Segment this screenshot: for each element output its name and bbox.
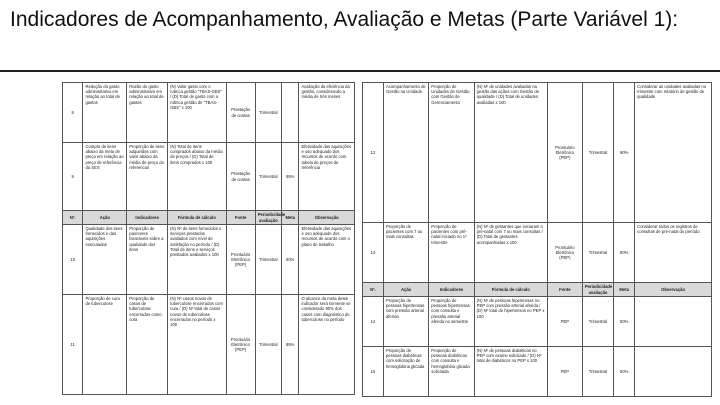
table-row xyxy=(63,225,355,295)
row-formula: (N) Valor gasto com o rubrica gestão "TBAS-GBS" / (D) Total de gasto com a rubrica gestão de "TBAS-GBS" x 100 xyxy=(168,83,226,143)
row-periodicity: Trimestral xyxy=(255,83,281,143)
row-formula: (N) Total de itens comprados abaixo da média de preços / (D) Total de itens comprados x 100 xyxy=(168,143,226,211)
row-target: 90% xyxy=(281,225,299,295)
row-source: Prestação de contas xyxy=(226,83,255,143)
slide-title: Indicadores de Acompanhamento, Avaliação e Metas (Parte Variável 1): xyxy=(10,8,679,31)
header-formula: Fórmula de cálculo xyxy=(474,283,547,297)
row-formula: (N) Nº de unidades avaliadas na gestão das ações com Gestão de qualidade / (D) Total de unidades avaliadas x 100 xyxy=(474,83,547,223)
table-row xyxy=(363,347,712,397)
row-target: 95% xyxy=(281,143,299,211)
row-action: Proporção de pessoas diabéticas com solicitação de hemoglobina glicada xyxy=(383,347,428,397)
row-number: 11 xyxy=(63,295,83,395)
row-target: 50% xyxy=(614,297,635,347)
row-action: Proporção de pessoas hipertensas com pressão arterial aferida xyxy=(383,297,428,347)
header-no: Nº. xyxy=(63,211,83,225)
table-header-row xyxy=(363,283,712,297)
table-row xyxy=(63,83,355,143)
left-document-image xyxy=(62,82,355,400)
right-indicators-table xyxy=(362,82,712,397)
row-indicator: Proporção de itens adquiridos com valor abaixo da média de preço do referencial xyxy=(127,143,168,211)
row-formula: (N) Nº de itens fornecidos e serviços prestados avaliados com nível de satisfação no período / (D) Total de itens e serviços prestados avaliados x 100 xyxy=(168,225,226,295)
row-action: Compra de itens abaixo da meta de preço em relação ao preço de referência da SES xyxy=(83,143,127,211)
header-action: Ação xyxy=(83,211,127,225)
row-indicator: Proporção de casos de tuberculose encerrados como cura xyxy=(127,295,168,395)
row-indicator: Proporção de pacientes com pré-natal iniciado no 1º trimestre xyxy=(429,223,474,283)
row-indicator: Proporção de pessoas hipertensas com consulta e pressão arterial aferida no semestre xyxy=(429,297,474,347)
row-indicator: Proporção de pareceres favoráveis sobre a qualidade dos itens xyxy=(127,225,168,295)
row-source: Prontuário Eletrônico (PEP) xyxy=(226,295,255,395)
table-header-row xyxy=(63,211,355,225)
row-periodicity: Trimestral xyxy=(582,223,613,283)
row-indicator: Razão do gasto administrativo em relação ao total de gastos xyxy=(127,83,168,143)
row-periodicity: Trimestral xyxy=(582,347,613,397)
header-periodicity: Periodicidade avaliação xyxy=(582,283,613,297)
row-observation: O alcance da meta deste indicador será somente se considerado 90% dos casos com diagnóstico de tuberculose no período xyxy=(299,295,355,395)
title-divider xyxy=(0,70,720,72)
row-number: 8 xyxy=(63,83,83,143)
header-observation: Observação xyxy=(299,211,355,225)
row-target: 90% xyxy=(614,83,635,223)
header-formula: Fórmula de cálculo xyxy=(168,211,226,225)
row-action: Acompanhamento de Gestão na Unidade xyxy=(383,83,428,223)
row-periodicity: Trimestral xyxy=(255,143,281,211)
header-action: Ação xyxy=(383,283,428,297)
header-source: Fonte xyxy=(547,283,582,297)
row-observation: Considerar todos os registros de consultas de pré-natal do período xyxy=(635,223,712,283)
row-observation: Efetividade das aquisições e uso adequado dos recursos de acordo com o plano de trabalho xyxy=(299,225,355,295)
header-target: Meta xyxy=(281,211,299,225)
row-number: 9 xyxy=(63,143,83,211)
row-periodicity: Trimestral xyxy=(582,83,613,223)
row-number: 15 xyxy=(363,347,384,397)
table-row xyxy=(363,223,712,283)
row-number: 12 xyxy=(363,83,384,223)
header-target: Meta xyxy=(614,283,635,297)
row-periodicity: Trimestral xyxy=(582,297,613,347)
row-number: 14 xyxy=(363,297,384,347)
row-periodicity: Trimestral xyxy=(255,225,281,295)
row-source: PEP xyxy=(547,347,582,397)
row-number: 10 xyxy=(63,225,83,295)
row-action: Proporção de cura de tuberculose xyxy=(83,295,127,395)
row-indicator: Proporção de Unidades de Gestão com Gestão de Gerenciamento xyxy=(429,83,474,223)
row-observation: Efetividade das aquisições e uso adequado dos recursos de acordo com tabela de preços de referência xyxy=(299,143,355,211)
row-observation: Considerar as unidades avaliadas no trimestre com relatório de gestão de qualidade xyxy=(635,83,712,223)
row-periodicity: Trimestral xyxy=(255,295,281,395)
row-source: PEP xyxy=(547,297,582,347)
header-periodicity: Periodicidade avaliação xyxy=(255,211,281,225)
row-target xyxy=(281,83,299,143)
row-action: Proporção de pacientes com 7 ou mais consultas xyxy=(383,223,428,283)
row-action: Qualidade dos itens fornecidos e das aquisições executadas xyxy=(83,225,127,295)
right-document-image xyxy=(362,82,712,400)
left-indicators-table xyxy=(62,82,355,395)
row-observation xyxy=(635,347,712,397)
table-row xyxy=(63,295,355,395)
row-formula: (N) Nº de pessoas hipertensas no PEP com pressão arterial aferida / (D) Nº total de hipertensos no PEP x 100 xyxy=(474,297,547,347)
row-source: Prontuário Eletrônico (PEP) xyxy=(226,225,255,295)
row-formula: (N) Nº de pessoas diabéticas no PEP com exame solicitado / (D) Nº total de diabéticos no PEP x 100 xyxy=(474,347,547,397)
header-indicators: Indicadores xyxy=(429,283,474,297)
table-row xyxy=(63,143,355,211)
header-source: Fonte xyxy=(226,211,255,225)
row-target: 80% xyxy=(614,223,635,283)
row-action: Redução do gasto administrativo em relação ao total de gastos xyxy=(83,83,127,143)
header-observation: Observação xyxy=(635,283,712,297)
row-observation: Avaliação da eficiência da gestão, considerando a média de três meses xyxy=(299,83,355,143)
header-indicators: Indicadores xyxy=(127,211,168,225)
row-formula: (N) Nº casos novos de tuberculose encerrados com cura / (D) Nº total de casos novos de tuberculose encerrados no período x 100 xyxy=(168,295,226,395)
row-target: 50% xyxy=(614,347,635,397)
row-indicator: Proporção de pessoas diabéticas com consulta e hemoglobina glicada solicitada xyxy=(429,347,474,397)
row-source: Prontuário Eletrônico (PEP) xyxy=(547,223,582,283)
row-number: 13 xyxy=(363,223,384,283)
header-no: Nº. xyxy=(363,283,384,297)
row-formula: (N) Nº de gestantes que iniciaram o pré-natal com 7 ou mais consultas / (D) Total de gestantes acompanhadas x 100 xyxy=(474,223,547,283)
table-row xyxy=(363,83,712,223)
table-row xyxy=(363,297,712,347)
row-target: 85% xyxy=(281,295,299,395)
row-observation xyxy=(635,297,712,347)
row-source: Prestação de contas xyxy=(226,143,255,211)
row-source: Prontuário Eletrônico (PEP) xyxy=(547,83,582,223)
